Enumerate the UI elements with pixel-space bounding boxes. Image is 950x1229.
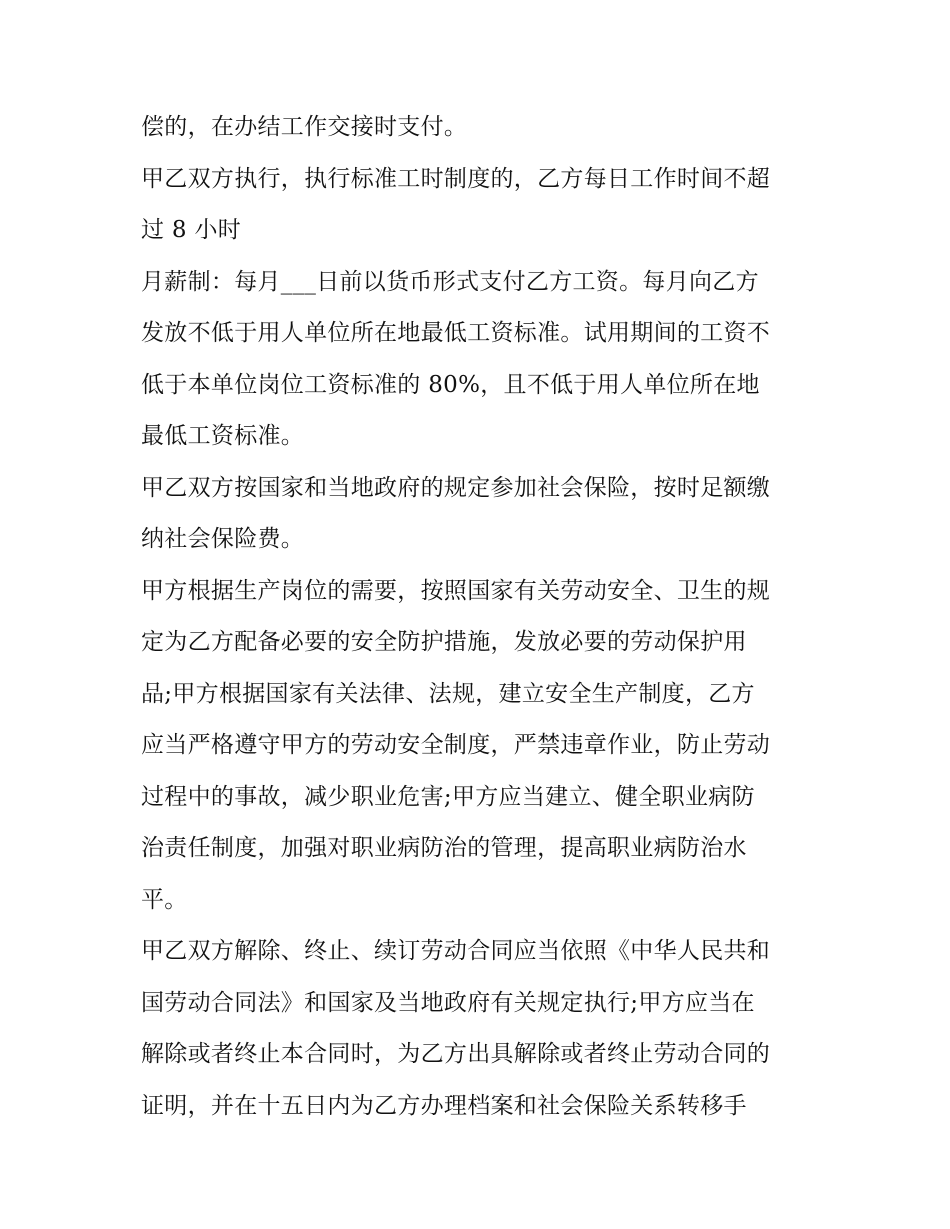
text-line: 纳社会保险费。: [141, 526, 305, 552]
text-line: 最低工资标准。: [141, 423, 305, 449]
text-line: 过程中的事故，减少职业危害;甲方应当建立、健全职业病防: [141, 783, 755, 810]
text-line: 发放不低于用人单位所在地最低工资标准。试用期间的工资不: [141, 320, 771, 346]
text-line: 证明，并在十五日内为乙方办理档案和社会保险关系转移手: [141, 1092, 747, 1119]
contract-text-body: [141, 102, 821, 1132]
text-line: 月薪制：每月___日前以货币形式支付乙方工资。每月向乙方: [141, 268, 759, 295]
text-line: 甲乙双方解除、终止、续订劳动合同应当依照《中华人民共和: [141, 938, 771, 964]
text-line: 解除或者终止本合同时，为乙方出具解除或者终止劳动合同的: [141, 1041, 771, 1067]
text-line: 甲乙双方执行，执行标准工时制度的，乙方每日工作时间不超: [141, 165, 771, 192]
text-line: 低于本单位岗位工资标准的 80%，且不低于用人单位所在地: [141, 371, 760, 398]
text-line: 治责任制度，加强对职业病防治的管理，提高职业病防治水: [141, 835, 747, 861]
text-line: 国劳动合同法》和国家及当地政府有关规定执行;甲方应当在: [141, 989, 755, 1016]
text-line: 偿的，在办结工作交接时支付。: [141, 114, 468, 140]
text-line: 过 8 小时: [141, 217, 242, 243]
text-line: 甲乙双方按国家和当地政府的规定参加社会保险，按时足额缴: [141, 474, 771, 501]
text-line: 甲方根据生产岗位的需要，按照国家有关劳动安全、卫生的规: [141, 577, 771, 604]
text-line: 品;甲方根据国家有关法律、法规，建立安全生产制度，乙方: [141, 680, 755, 707]
text-line: 定为乙方配备必要的安全防护措施，发放必要的劳动保护用: [141, 629, 747, 655]
text-line: 平。: [141, 886, 188, 913]
text-line: 应当严格遵守甲方的劳动安全制度，严禁违章作业，防止劳动: [141, 732, 771, 758]
